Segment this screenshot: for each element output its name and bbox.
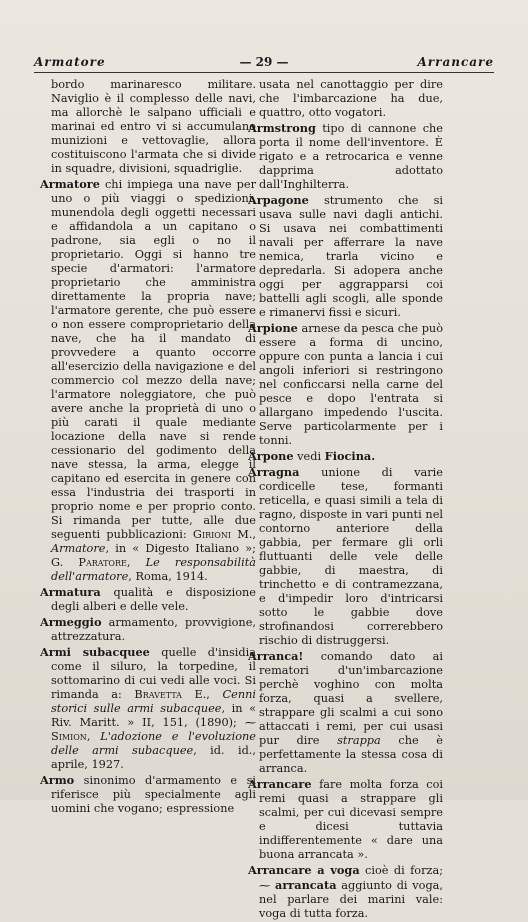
page-number: — 29 —	[239, 55, 289, 69]
entry-text: quelle d'insidia come il siluro, la torpedine, il sottomarino di cui vedi alle voci. Si rimanda a:	[51, 646, 256, 701]
author-name: Simion	[51, 730, 87, 743]
right-column	[248, 78, 443, 922]
dictionary-entry	[248, 193, 443, 320]
entry-headword: Armeggio	[40, 615, 102, 629]
entry-text: , in « Digesto Italiano »; G.	[51, 542, 256, 569]
entry-text: ,	[126, 556, 146, 569]
entry-text: che è perfettamente la stessa cosa di arranca.	[259, 734, 443, 775]
entry-text: , id. id., aprile, 1927.	[51, 744, 256, 771]
entry-text: chi impiega una nave per uno o più viaggi o spedizioni, munendola degli oggetti necessari e affidandola a un capitano o padrone, sia egli o no il proprietario. Oggi si hanno tre specie d'armatori: l'armatore proprietario che amministra direttamente la propria nave; l'armatore gerente, che può essere o non essere comproprietario della nave, che ha il mandato di provvedere a quanto occorre all'esercizio della navigazione e del commercio col mezzo della nave; l'armatore noleggiatore, che può avere anche la proprietà di uno o più carati il quale mediante locazione della nave si rende cessionario del godimento della nave stessa, la arma, elegge il capitano ed esercita in genere con essa l'industria dei trasporti in proprio nome e per proprio conto. Si rimanda per tutte, alle due seguenti pubblicazioni:	[51, 178, 256, 541]
entry-headword: Arrancare	[248, 777, 312, 791]
entry-text: , in « Riv. Maritt. » II, 151, (1890); ⁓	[51, 702, 257, 729]
entry-headword: Arpione	[248, 321, 298, 335]
entry-headword: arrancata	[275, 878, 337, 892]
header-left-word: Armatore	[34, 55, 106, 69]
entry-text: cioè di forza; ⁓	[259, 864, 443, 892]
entry-headword: Armatore	[40, 177, 100, 191]
entry-headword: Arpone	[248, 449, 294, 463]
entry-text: fare molta forza coi remi quasi a strappare gli scalmi, per cui dicevasi sempre e dicesi tuttavia indifferentemente « dare una buona arrancata ».	[259, 778, 443, 861]
dictionary-entry	[248, 863, 443, 921]
entry-text: arnese da pesca che può essere a forma di uncino, oppure con punta a lancia i cui angoli inferiori si restringono nel conficcarsi nella carne del pesce e dopo l'entrata si allargano impedendo l'uscita. Serve particolarmente per i tonni.	[259, 322, 443, 447]
dictionary-entry	[40, 585, 256, 614]
entry-text: armamento, provvigione, attrezzatura.	[51, 616, 256, 643]
dictionary-entry	[248, 649, 443, 776]
entry-headword: Arranca!	[248, 649, 304, 663]
dictionary-entry	[248, 321, 443, 448]
left-column	[40, 78, 256, 817]
entry-text: qualità e disposizione degli alberi e delle vele.	[51, 586, 256, 613]
dictionary-entry	[248, 121, 443, 192]
entry-headword: Armo	[40, 773, 75, 787]
entry-text: E.,	[181, 688, 223, 701]
dictionary-entry	[40, 645, 256, 772]
dictionary-entry	[40, 177, 256, 584]
running-header	[34, 55, 494, 73]
entry-text: ,	[86, 730, 101, 743]
entry-text: unione di varie cordicelle tese, formanti reticella, e quasi simili a tela di ragno, disposte in vari punti nel contorno anteriore della gabbia, per fermare gli orli fluttuanti delle vele delle gabbie, di maestra, di trinchetto e di contramezzana, e d'impedir loro d'intricarsi sotto le gabbie dove strofinandosi correrebbero rischio di distruggersi.	[259, 466, 443, 647]
author-name: Bravetta	[134, 688, 182, 701]
italic-title: strappa	[337, 734, 381, 747]
entry-text: M.,	[231, 528, 257, 541]
header-rule	[34, 72, 494, 73]
entry-headword: Armatura	[40, 585, 101, 599]
header-right-word: Arrancare	[417, 55, 494, 69]
entry-headword: Armi subacquee	[40, 645, 150, 659]
continued-entry	[40, 78, 256, 176]
entry-text: aggiunto di voga, nel parlare dei marini vale: voga di tutta forza.	[259, 879, 444, 920]
entry-headword: Arrancare a voga	[248, 863, 360, 877]
entry-text: sinonimo d'armamento e si riferisce più specialmente agli uomini che vogano; espressione	[51, 774, 256, 815]
dictionary-entry	[248, 465, 443, 648]
italic-title: L'adozione e l'evoluzione delle armi subacquee	[51, 730, 256, 757]
author-name: Girioni	[192, 528, 232, 541]
dictionary-entry	[40, 615, 256, 644]
entry-text: , Roma, 1914.	[128, 570, 208, 583]
entry-text: tipo di cannone che porta il nome dell'inventore. È rigato e a retrocarica e venne dapprima adottato dall'Inghilterra.	[259, 122, 443, 191]
dictionary-entry	[40, 773, 256, 816]
entry-text: usata nel canottaggio per dire che l'imbarcazione ha due, quattro, otto vogatori.	[259, 78, 443, 119]
entry-headword: Arragna	[248, 465, 300, 479]
entry-text: vedi	[293, 450, 325, 463]
dictionary-entry	[248, 449, 443, 464]
continued-entry	[248, 78, 443, 120]
dictionary-entry	[248, 777, 443, 862]
italic-title: Cenni storici sulle armi subacquee	[51, 688, 256, 715]
author-name: Paratore	[78, 556, 127, 569]
entry-text: comando dato ai rematori d'un'imbarcazione perchè voghino con molta forza, quasi a svellere, strappare gli scalmi a cui sono attaccati i remi, per cui usasi pur dire	[259, 650, 443, 747]
entry-text: strumento che si usava sulle navi dagli antichi. Si usava nei combattimenti navali per afferrare la nave nemica, trarla vicino e depredarla. Si adopera anche oggi per aggrapparsi coi battelli agli scogli, alle sponde e rimanervi fissi e sicuri.	[259, 194, 443, 319]
entry-headword: Arpagone	[248, 193, 309, 207]
italic-title: Le responsabilità dell'armatore	[51, 556, 256, 583]
italic-title: Armatore	[51, 542, 106, 555]
entry-headword: Armstrong	[248, 121, 316, 135]
entry-text: bordo marinaresco militare. Naviglio è il complesso delle navi, ma allorchè le salpano ufficiali e marinai ed entro vi si accumulano munizioni e vettovaglie, allora costituiscono l'armata che si divide in squadre, divisioni, squadriglie.	[51, 78, 256, 175]
entry-headword: Fiocina.	[324, 449, 376, 463]
